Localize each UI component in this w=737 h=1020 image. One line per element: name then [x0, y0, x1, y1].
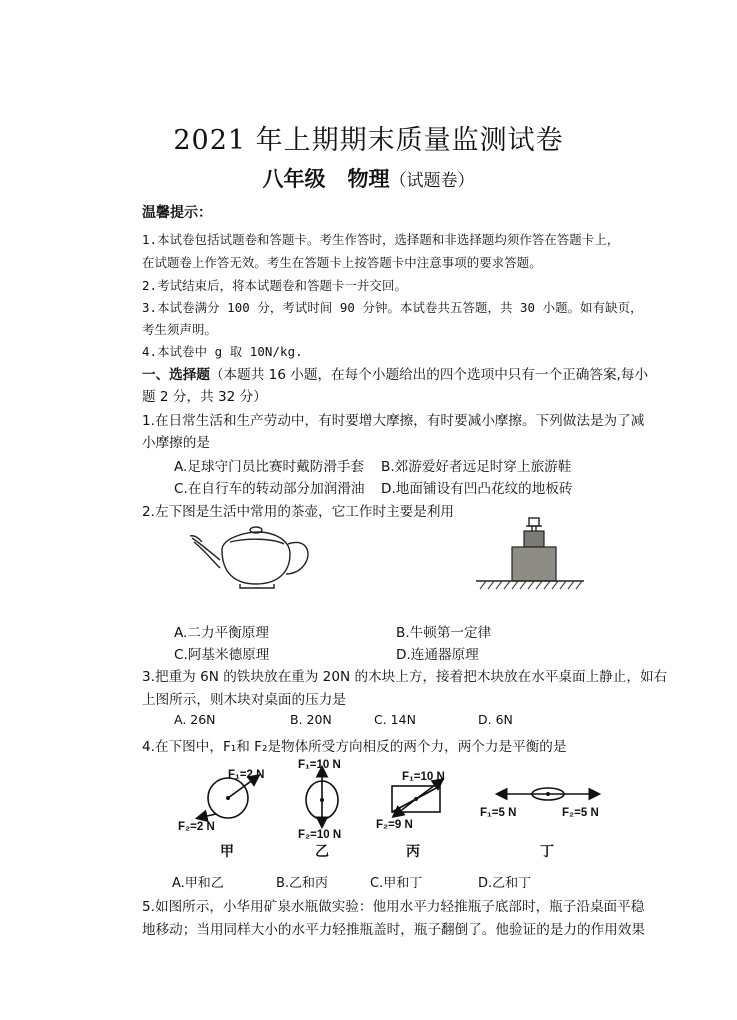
q4-stem: 4.在下图中，F₁和 F₂是物体所受方向相反的两个力，两个力是平衡的是 [142, 739, 567, 755]
ding-f1-label: F₁=5 N [480, 807, 517, 819]
yi-f1-label: F₁=10 N [298, 759, 341, 771]
page-title: 2021 年上期期末质量监测试卷 [173, 125, 564, 156]
section-heading-row [142, 363, 648, 383]
q1-option-a: A.足球守门员比赛时戴防滑手套 [174, 459, 365, 475]
tip-line: 2.考试结束后，将本试题卷和答题卡一并交回。 [142, 278, 407, 293]
section-heading: 一、选择题 [142, 367, 210, 383]
q3-stem-line2: 上图所示，则木块对桌面的压力是 [142, 692, 346, 708]
q3-option-b: B. 20N [290, 712, 332, 727]
bing-label: 丙 [406, 843, 420, 859]
q4-option-c: C.甲和丁 [370, 876, 423, 891]
q4-option-a: A.甲和乙 [172, 876, 224, 891]
tip-line: 4.本试卷中 g 取 10N/kg. [142, 344, 303, 359]
grade-label: 八年级 [262, 166, 326, 191]
bing-f1-label: F₁=10 N [402, 771, 445, 783]
tip-line: 1.本试卷包括试题卷和答题卡。考生作答时，选择题和非选择题均须作答在答题卡上， [142, 232, 620, 247]
block-on-table-figure [472, 514, 588, 594]
q1-option-c: C.在自行车的转动部分加润滑油 [174, 481, 365, 497]
tip-line: 在试题卷上作答无效。考生在答题卡上按答题卡中注意事项的要求答题。 [142, 255, 542, 270]
q2-stem: 2.左下图是生活中常用的茶壶，它工作时主要是利用 [142, 504, 455, 520]
q1-option-b: B.郊游爱好者远足时穿上旅游鞋 [381, 459, 572, 475]
tips-heading: 温馨提示： [142, 205, 212, 221]
subject-label: 物理 [347, 166, 390, 191]
force-diagrams-figure [170, 756, 630, 866]
ding-label: 丁 [540, 843, 554, 859]
bing-f2-label: F₂=9 N [376, 819, 413, 831]
q1-stem-line2: 小摩擦的是 [142, 435, 210, 451]
q1-option-d: D.地面铺设有凹凸花纹的地板砖 [381, 481, 573, 497]
section-desc-line2: 题 2 分，共 32 分） [142, 389, 267, 405]
q3-option-c: C. 14N [374, 712, 416, 727]
q4-option-b: B.乙和丙 [276, 876, 329, 891]
yi-label: 乙 [315, 843, 329, 859]
jia-f1-label: F₁=2 N [228, 769, 265, 781]
jia-f2-label: F₂=2 N [178, 821, 215, 833]
q2-option-c: C.阿基米德原理 [174, 647, 270, 663]
jia-label: 甲 [220, 843, 234, 859]
q5-stem-line2: 地移动；当用同样大小的水平力轻推瓶盖时，瓶子翻倒了。他验证的是力的作用效果 [142, 922, 645, 938]
subtitle [0, 163, 737, 193]
q2-option-d: D.连通器原理 [396, 647, 479, 663]
q3-stem: 3.把重为 6N 的铁块放在重为 20N 的木块上方，接着把木块放在水平桌面上静止，如右 [142, 669, 668, 685]
q3-option-d: D. 6N [478, 712, 513, 727]
q1-stem: 1.在日常生活和生产劳动中，有时要增大摩擦，有时要减小摩擦。下列做法是为了减 [142, 413, 645, 429]
paper-type-label: （试题卷） [389, 171, 475, 191]
q2-option-b: B.牛顿第一定律 [396, 625, 492, 641]
section-desc: （本题共 16 小题，在每个小题给出的四个选项中只有一个正确答案,每小 [209, 367, 649, 383]
tip-line: 考生须声明。 [142, 322, 217, 337]
q3-option-a: A. 26N [174, 712, 216, 727]
tip-line: 3.本试卷满分 100 分，考试时间 90 分钟。本试卷共五答题，共 30 小题。如有缺页， [142, 300, 643, 315]
q4-option-d: D.乙和丁 [478, 876, 532, 891]
ding-f2-label: F₂=5 N [562, 807, 599, 819]
teapot-figure [186, 520, 318, 590]
q2-option-a: A.二力平衡原理 [174, 625, 269, 641]
q5-stem: 5.如图所示，小华用矿泉水瓶做实验：他用水平力轻推瓶子底部时，瓶子沿桌面平稳 [142, 899, 645, 915]
yi-f2-label: F₂=10 N [298, 829, 342, 841]
